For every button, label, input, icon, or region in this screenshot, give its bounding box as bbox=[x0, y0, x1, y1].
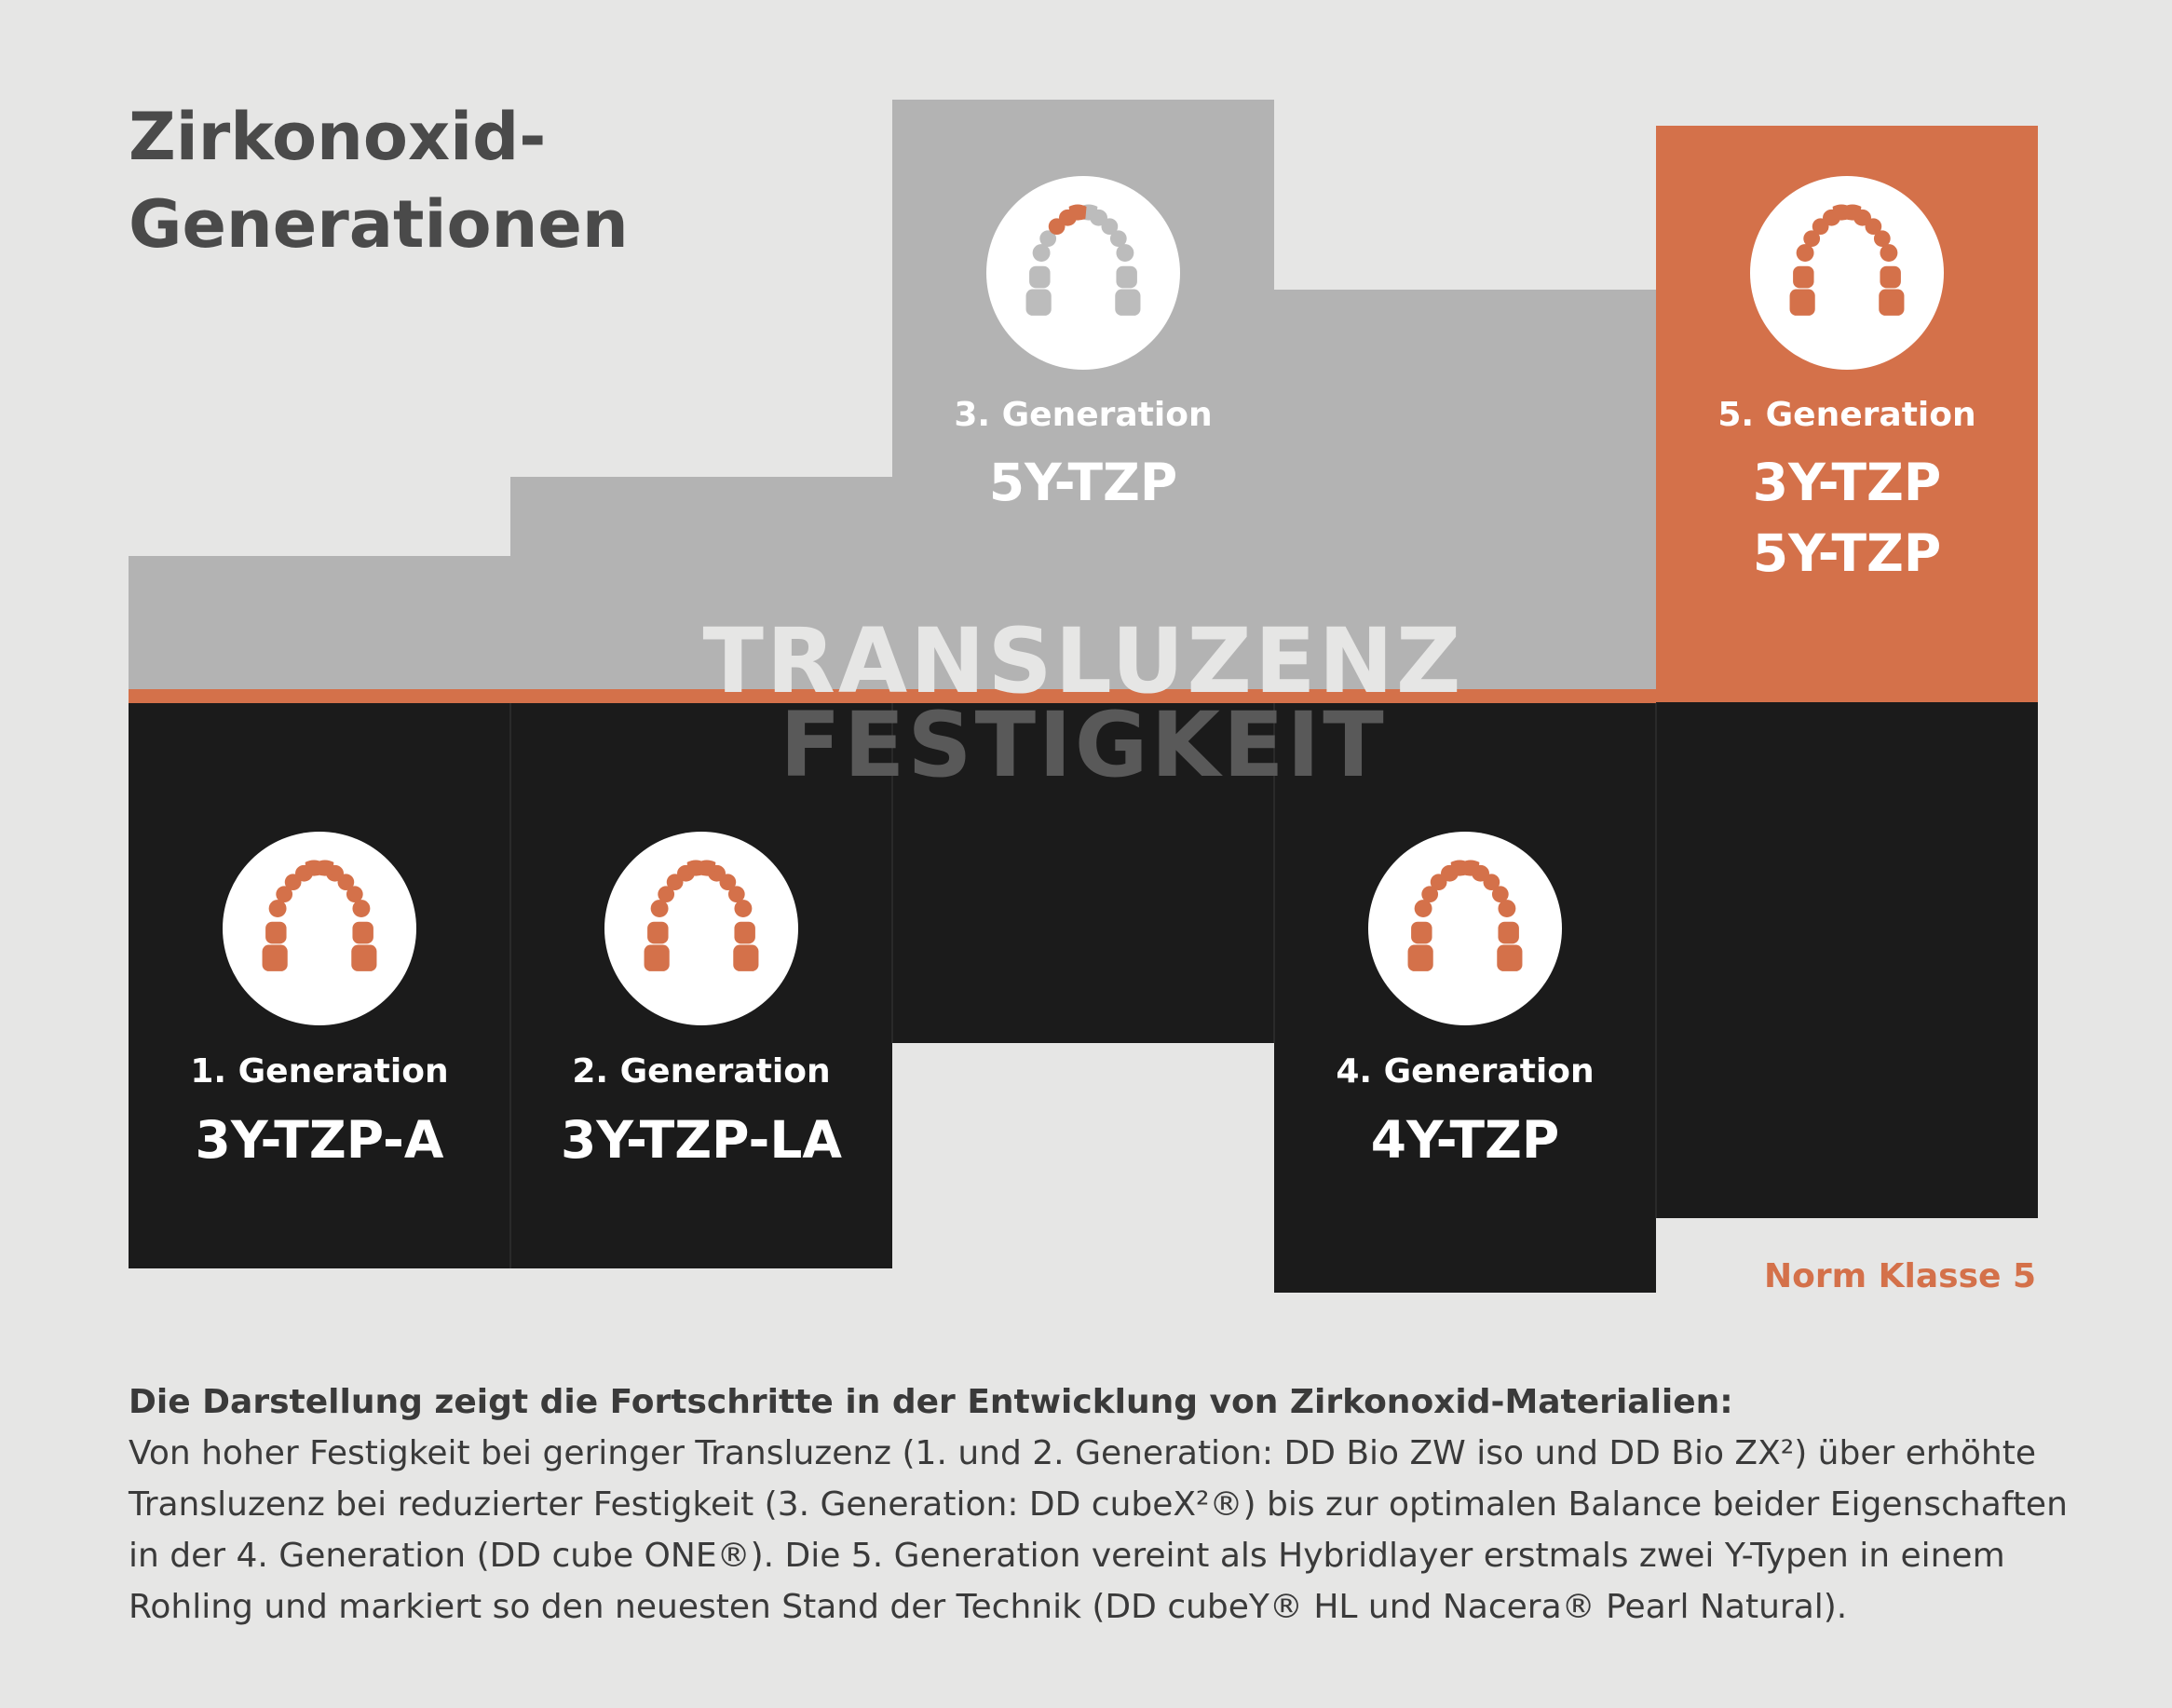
description-line-4: Rohling und markiert so den neuesten Stand der Technik (DD cubeY® HL und Nacera® Pearl Natural). bbox=[129, 1588, 1848, 1626]
description-line-2: Transluzenz bei reduzierter Festigkeit (3. Generation: DD cubeX²®) bis zur optimalen Balance beider Eigenschaften bbox=[129, 1485, 2068, 1524]
generation-material: 3Y-TZP-LA bbox=[561, 1110, 842, 1170]
title-line-1: Zirkonoxid- bbox=[129, 99, 547, 175]
icon-badge bbox=[1750, 176, 1944, 370]
icon-badge bbox=[223, 832, 416, 1025]
generation-label: 5. Generation bbox=[1717, 396, 1976, 434]
title-line-2: Generationen bbox=[129, 186, 629, 263]
strength-block-gen-5 bbox=[1656, 702, 2038, 1218]
description-line-3: in der 4. Generation (DD cube ONE®). Die 5. Generation vereint als Hybridlayer erstmals zwei Y-Typen in einem bbox=[129, 1537, 2005, 1575]
icon-badge bbox=[986, 176, 1180, 370]
generation-material: 3Y-TZP bbox=[1752, 453, 1942, 512]
norm-class-label: Norm Klasse 5 bbox=[1763, 1257, 2036, 1295]
generation-material: 3Y-TZP-A bbox=[195, 1110, 444, 1170]
generation-material: 4Y-TZP bbox=[1370, 1110, 1560, 1170]
generation-label: 4. Generation bbox=[1336, 1052, 1595, 1091]
description-lead: Die Darstellung zeigt die Fortschritte in der Entwicklung von Zirkonoxid-Materialien: bbox=[129, 1383, 1733, 1421]
strength-axis-label: FESTIGKEIT bbox=[780, 693, 1387, 797]
description bbox=[129, 1376, 2068, 1633]
translucency-block-gen-1 bbox=[129, 556, 510, 694]
description-line-1: Von hoher Festigkeit bei geringer Transluzenz (1. und 2. Generation: DD Bio ZW iso und DD Bio ZX²) über erhöhte bbox=[129, 1434, 2036, 1472]
icon-badge bbox=[604, 832, 798, 1025]
translucency-axis-label: TRANSLUZENZ bbox=[702, 609, 1464, 713]
generation-material: 5Y-TZP bbox=[988, 453, 1178, 512]
generation-label: 1. Generation bbox=[190, 1052, 449, 1091]
icon-badge bbox=[1368, 832, 1562, 1025]
generation-label: 3. Generation bbox=[954, 396, 1213, 434]
generation-label: 2. Generation bbox=[572, 1052, 831, 1091]
generation-material: 5Y-TZP bbox=[1752, 523, 1942, 583]
